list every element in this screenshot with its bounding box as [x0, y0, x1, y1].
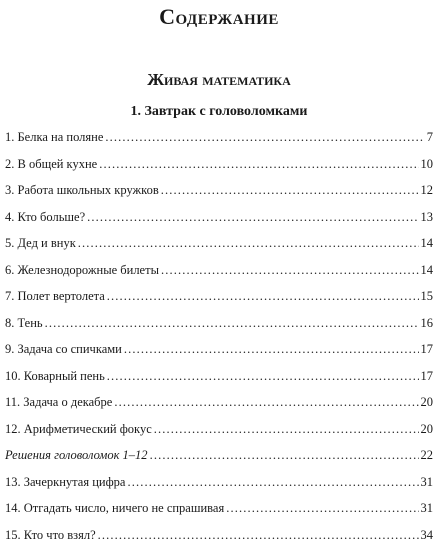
toc-entry-title: 6. Железнодорожные билеты: [5, 263, 159, 278]
dot-leader: [161, 183, 419, 198]
toc-entry[interactable]: [5, 130, 433, 157]
dot-leader: [87, 210, 418, 225]
toc-entry-page: 17: [421, 342, 434, 357]
dot-leader: [105, 130, 424, 145]
dot-leader: [161, 263, 419, 278]
toc-entry[interactable]: [5, 316, 433, 343]
dot-leader: [114, 395, 418, 410]
toc-entry[interactable]: [5, 528, 433, 554]
toc-entry-page: 22: [421, 448, 434, 463]
dot-leader: [78, 236, 419, 251]
dot-leader: [99, 157, 418, 172]
chapter-title: 1. Завтрак с головоломками: [0, 104, 438, 120]
toc-entry-title: 1. Белка на поляне: [5, 130, 103, 145]
dot-leader: [150, 448, 419, 463]
dot-leader: [45, 316, 419, 331]
toc-entry[interactable]: [5, 395, 433, 422]
toc-entry-page: 31: [421, 501, 434, 516]
toc-entry[interactable]: [5, 289, 433, 316]
dot-leader: [226, 501, 418, 516]
toc-entry-title: 3. Работа школьных кружков: [5, 183, 159, 198]
toc-entry-title: 10. Коварный пень: [5, 369, 105, 384]
toc-entry[interactable]: [5, 210, 433, 237]
toc-entry-page: 20: [421, 395, 434, 410]
toc-entry[interactable]: [5, 501, 433, 528]
toc-entry-page: 20: [421, 422, 434, 437]
toc-entry-page: 14: [421, 236, 434, 251]
toc-entry-page: 17: [421, 369, 434, 384]
toc-entry[interactable]: [5, 263, 433, 290]
toc-entry-title: 13. Зачеркнутая цифра: [5, 475, 125, 490]
dot-leader: [127, 475, 418, 490]
toc-entry-page: 7: [427, 130, 433, 145]
toc-entry[interactable]: [5, 183, 433, 210]
toc-entry-page: 12: [421, 183, 434, 198]
dot-leader: [98, 528, 419, 543]
dot-leader: [124, 342, 419, 357]
toc-entry[interactable]: [5, 157, 433, 184]
toc-entry-page: 16: [421, 316, 434, 331]
toc-entry-title: 15. Кто что взял?: [5, 528, 96, 543]
toc-entry-page: 15: [421, 289, 434, 304]
toc-entry-title: Решения головоломок 1–12: [5, 448, 148, 463]
toc-entry-title: 12. Арифметический фокус: [5, 422, 152, 437]
toc-entry-title: 9. Задача со спичками: [5, 342, 122, 357]
dot-leader: [154, 422, 419, 437]
toc-entry-page: 34: [421, 528, 434, 543]
dot-leader: [107, 369, 419, 384]
toc-entry[interactable]: [5, 448, 433, 475]
toc-entry[interactable]: [5, 422, 433, 449]
toc-entry-title: 8. Тень: [5, 316, 43, 331]
toc-entry-title: 7. Полет вертолета: [5, 289, 105, 304]
toc-entry[interactable]: [5, 369, 433, 396]
page-title: Содержание: [0, 4, 438, 30]
table-of-contents: [5, 130, 433, 554]
toc-entry-title: 14. Отгадать число, ничего не спрашивая: [5, 501, 224, 516]
toc-entry[interactable]: [5, 236, 433, 263]
toc-entry-page: 10: [421, 157, 434, 172]
dot-leader: [107, 289, 419, 304]
toc-entry-page: 13: [421, 210, 434, 225]
toc-entry-page: 31: [421, 475, 434, 490]
toc-entry-title: 2. В общей кухне: [5, 157, 97, 172]
toc-entry[interactable]: [5, 475, 433, 502]
toc-entry-title: 5. Дед и внук: [5, 236, 76, 251]
toc-entry-title: 4. Кто больше?: [5, 210, 85, 225]
toc-entry-page: 14: [421, 263, 434, 278]
toc-entry[interactable]: [5, 342, 433, 369]
toc-entry-title: 11. Задача о декабре: [5, 395, 112, 410]
section-title: Живая математика: [0, 70, 438, 90]
